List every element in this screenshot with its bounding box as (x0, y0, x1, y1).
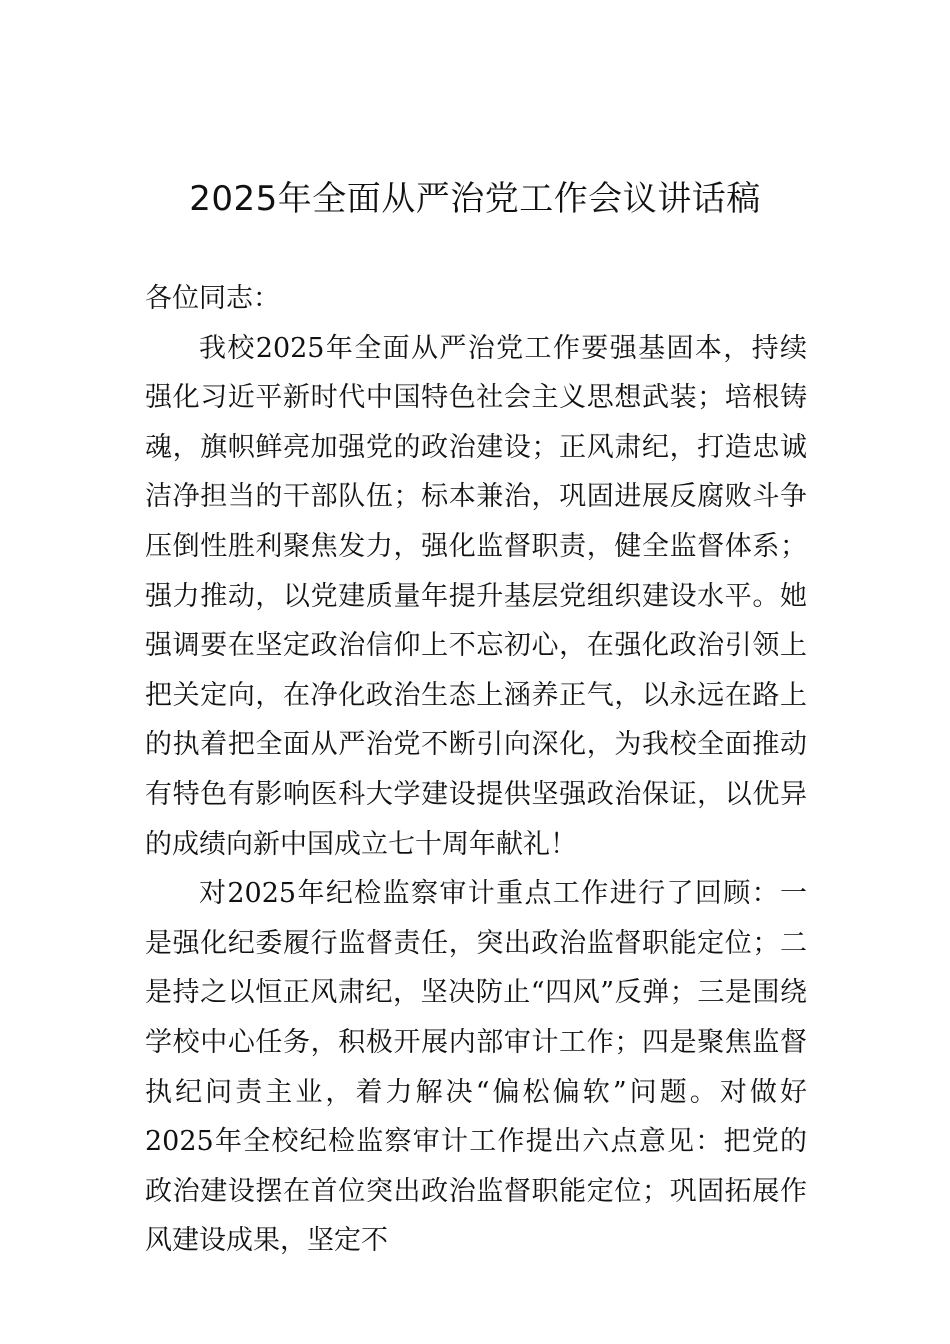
paragraph-2: 对2025年纪检监察审计重点工作进行了回顾：一是强化纪委履行监督责任，突出政治监督职能定位；二是持之以恒正风肃纪，坚决防止“四风”反弹；三是围绕学校中心任务，积极开展内部审计工作；四是聚焦监督执纪问责主业，着力解决“偏松偏软”问题。对做好2025年全校纪检监察审计工作提出六点意见：把党的政治建设摆在首位突出政治监督职能定位；巩固拓展作风建设成果，坚定不 (145, 878, 807, 1257)
document-title: 2025年全面从严治党工作会议讲话稿 (189, 179, 761, 219)
paragraph-1: 我校2025年全面从严治党工作要强基固本，持续强化习近平新时代中国特色社会主义思想武装；培根铸魂，旗帜鲜亮加强党的政治建设；正风肃纪，打造忠诚洁净担当的干部队伍；标本兼治，巩固进展反腐败斗争压倒性胜利聚焦发力，强化监督职责，健全监督体系；强力推动，以党建质量年提升基层党组织建设水平。她强调要在坚定政治信仰上不忘初心，在强化政治引领上把关定向，在净化政治生态上涵养正气，以永远在路上的执着把全面从严治党不断引向深化，为我校全面推动有特色有影响医科大学建设提供坚强政治保证，以优异的成绩向新中国成立七十周年献礼！ (145, 332, 807, 860)
salutation: 各位同志： (145, 283, 280, 314)
document-body (145, 274, 807, 1266)
